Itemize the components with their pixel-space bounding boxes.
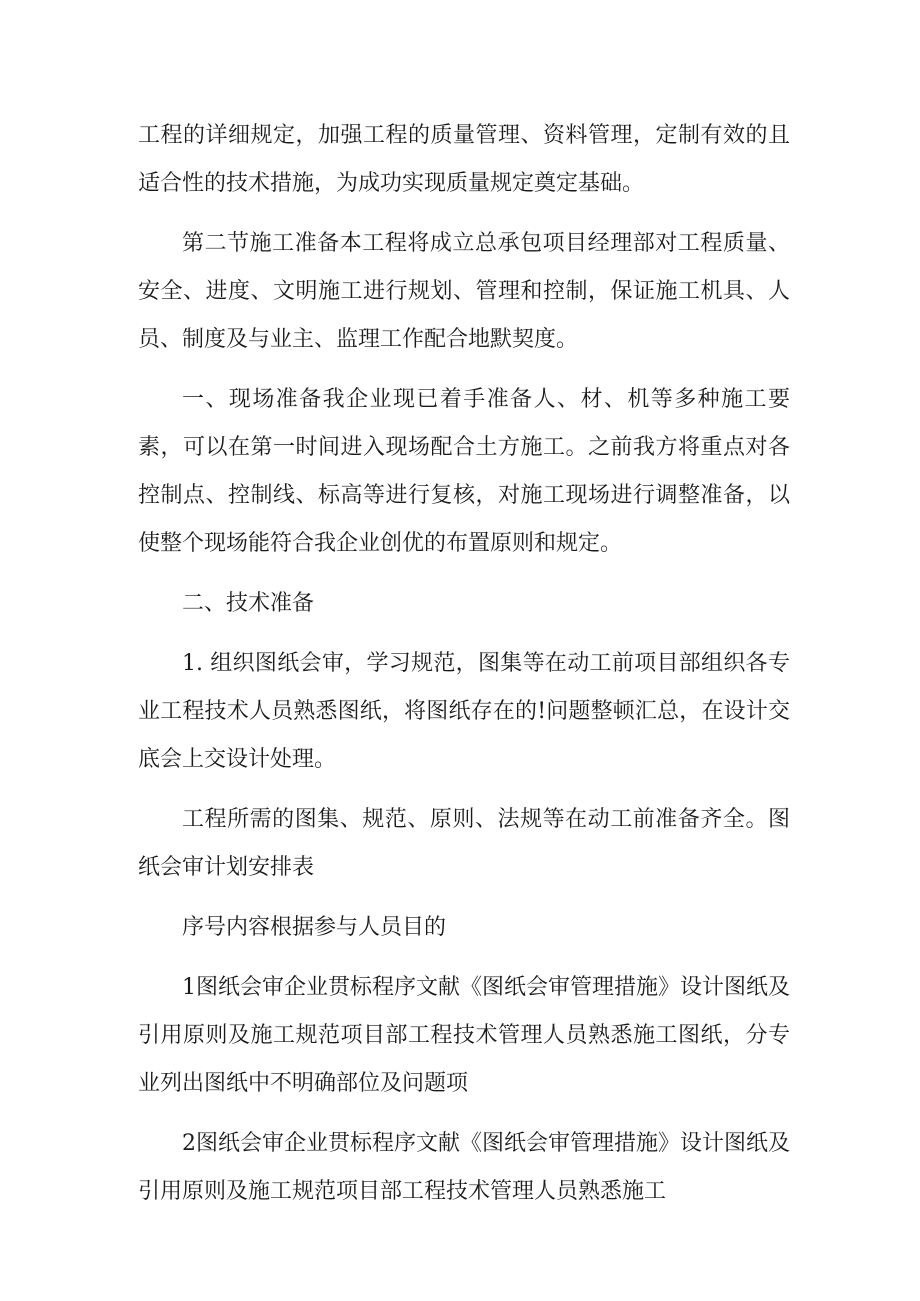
paragraph-drawing-review: 1. 组织图纸会审，学习规范，图集等在动工前项目部组织各专业工程技术人员熟悉图纸，将图纸存在的!问题整顿汇总，在设计交底会上交设计处理。 [138, 651, 790, 772]
table-row-2-text: 2图纸会审企业贯标程序文献《图纸会审管理措施》设计图纸及引用原则及施工规范项目部工程技术管理人员熟悉施工 [138, 1131, 790, 1204]
heading-technical-preparation: 二、技术准备 [182, 591, 315, 616]
paragraph-continuation: 工程的详细规定，加强工程的质量管理、资料管理，定制有效的且适合性的技术措施，为成功实现质量规定奠定基础。 [138, 123, 790, 196]
paragraph-section-construction-preparation: 第二节施工准备本工程将成立总承包项目经理部对工程质量、安全、进度、文明施工进行规划、管理和控制，保证施工机具、人员、制度及与业主、监理工作配合地默契度。 [138, 231, 790, 352]
table-row-1-text: 1图纸会审企业贯标程序文献《图纸会审管理措施》设计图纸及引用原则及施工规范项目部工程技术管理人员熟悉施工图纸，分专业列出图纸中不明确部位及问题项 [138, 975, 790, 1096]
table-header-text: 序号内容根据参与人员目的 [182, 915, 447, 940]
paragraph-drawing-review-schedule: 工程所需的图集、规范、原则、法规等在动工前准备齐全。图纸会审计划安排表 [138, 807, 790, 880]
paragraph-site-preparation: 一、现场准备我企业现已着手准备人、材、机等多种施工要素，可以在第一时间进入现场配合土方施工。之前我方将重点对各控制点、控制线、标高等进行复核，对施工现场进行调整准备，以使整个现场能符合我企业创优的布置原则和规定。 [138, 387, 790, 556]
document-body [138, 112, 790, 1216]
